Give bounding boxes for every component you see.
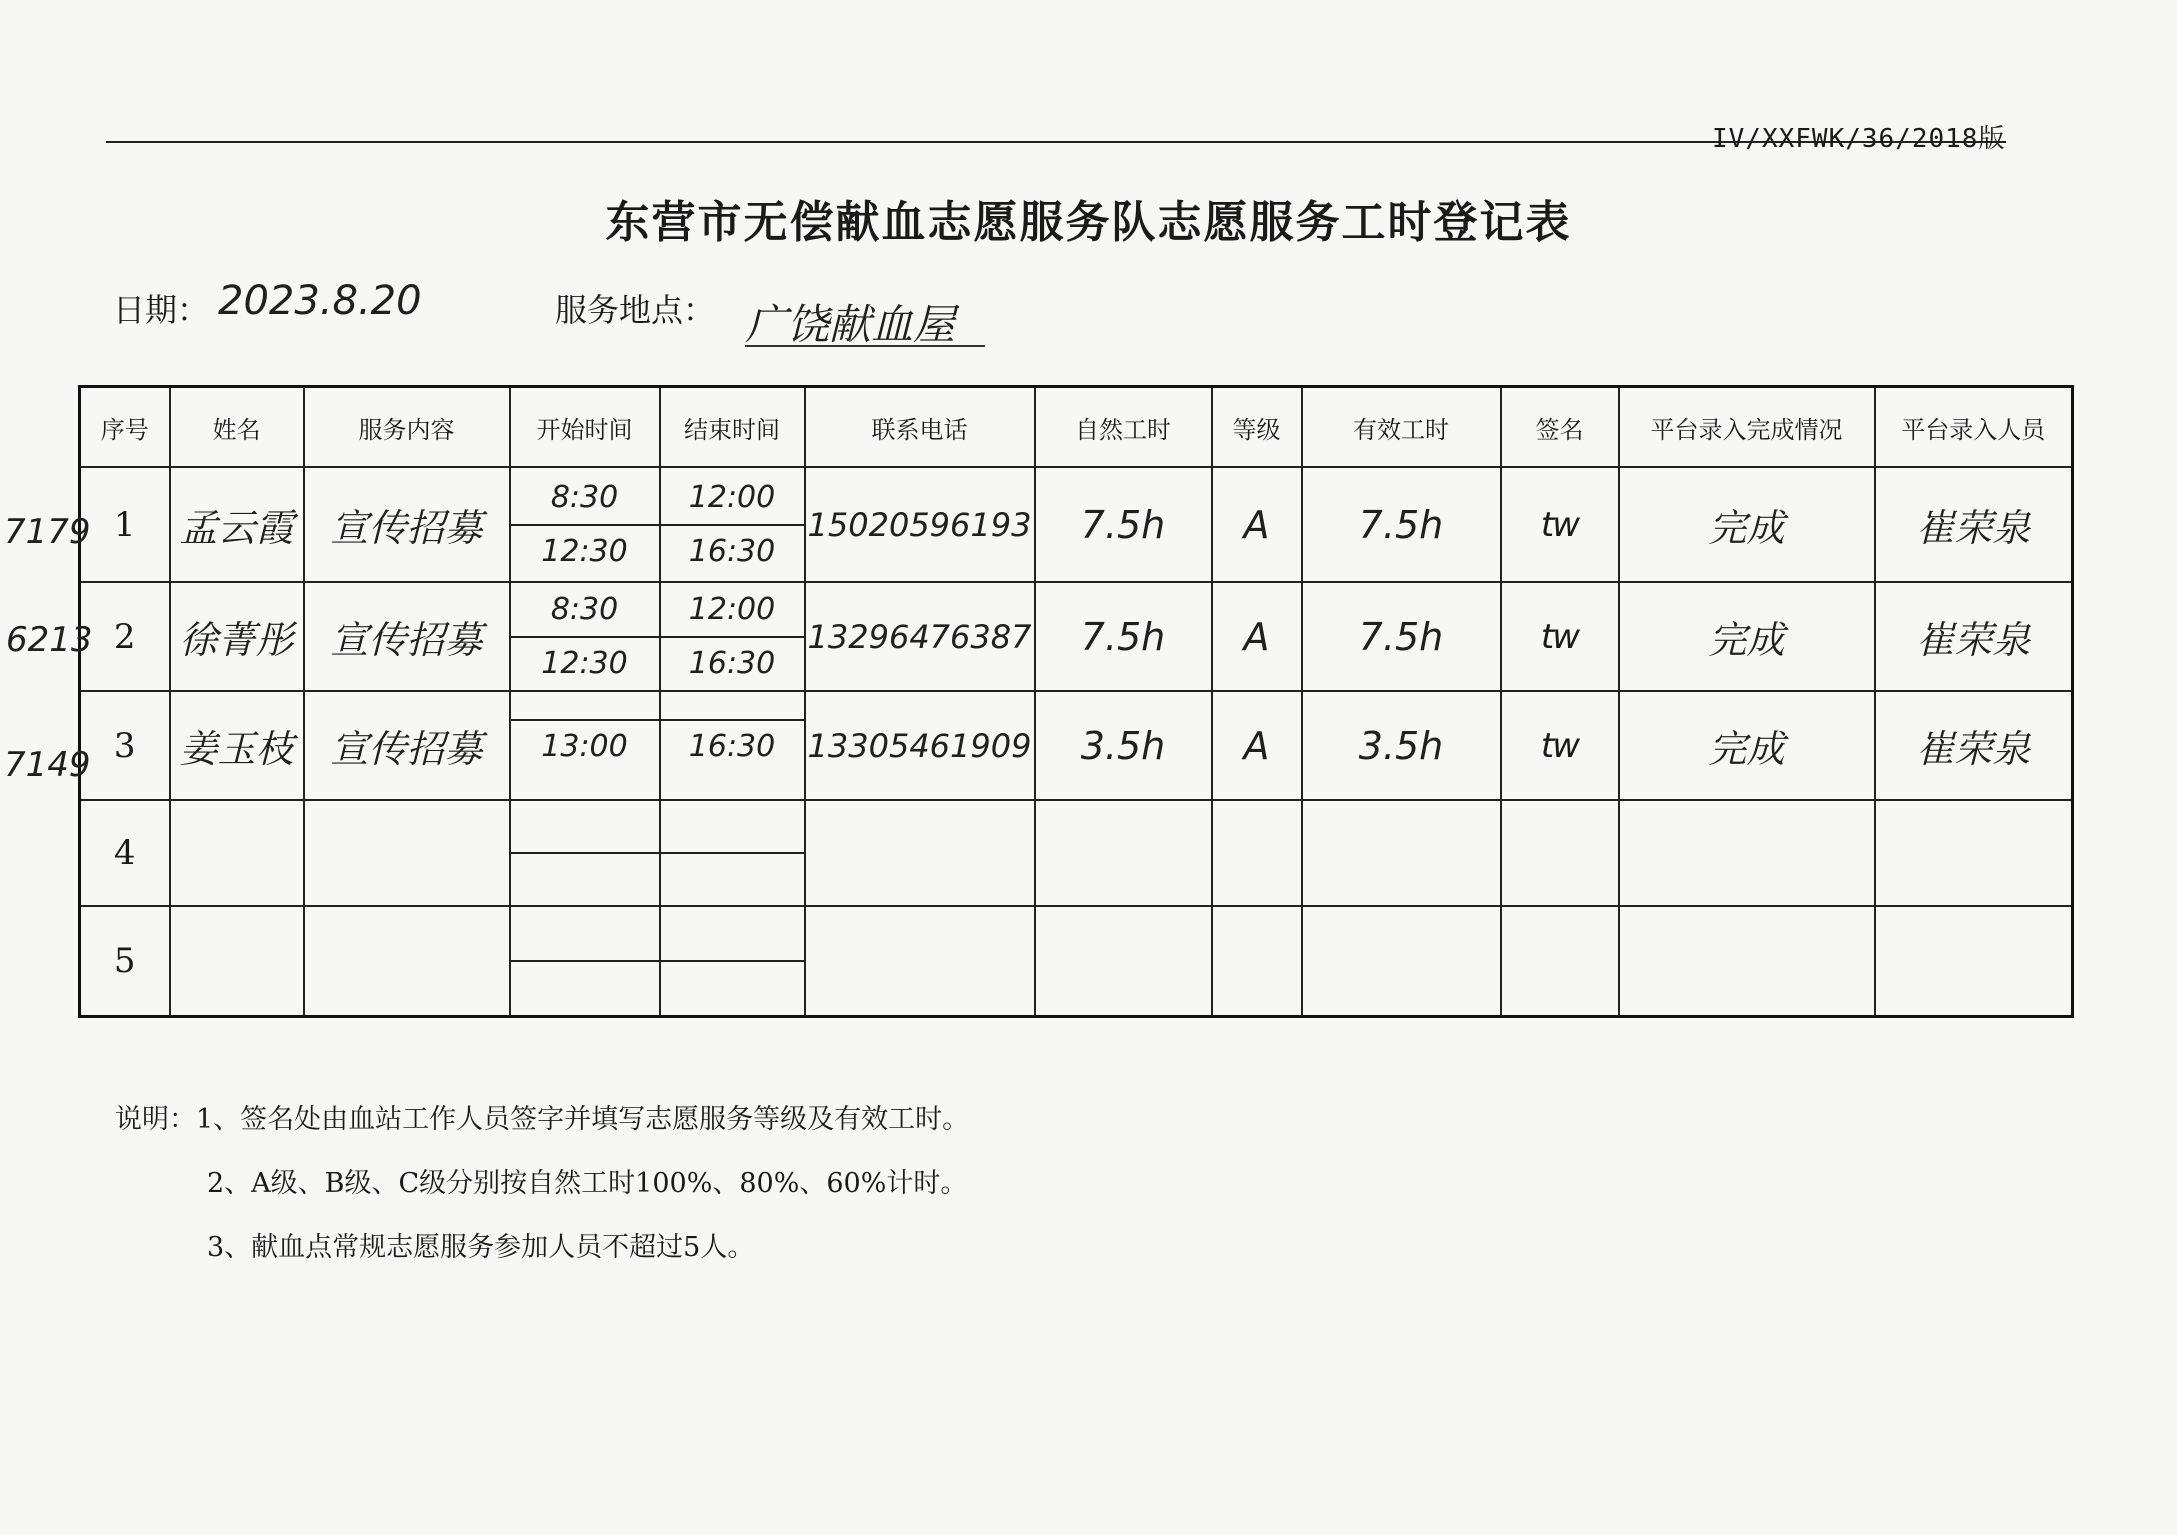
row-natural-hours [1035, 906, 1212, 1016]
row-phone: 15020596193 [805, 467, 1035, 582]
note-1: 说明：1、签名处由血站工作人员签字并填写志愿服务等级及有效工时。 [115, 1104, 970, 1135]
row-signature: tw [1501, 691, 1619, 800]
table-row [80, 906, 2073, 1016]
start-afternoon: 12:30 [541, 533, 628, 569]
margin-note: 7149 [4, 745, 91, 785]
row-entry-status: 完成 [1619, 467, 1875, 582]
row-entry-status: 完成 [1619, 582, 1875, 691]
row-entry-staff: 崔荣泉 [1875, 691, 2073, 800]
table-row [80, 800, 2073, 906]
row-end [660, 467, 805, 582]
place-underline [745, 345, 985, 347]
row-start [510, 800, 660, 906]
row-index: 4 [80, 800, 170, 906]
row-effective-hours: 3.5h [1302, 691, 1501, 800]
row-end [660, 582, 805, 691]
document-title: 东营市无偿献血志愿服务队志愿服务工时登记表 [605, 197, 1572, 248]
header-name: 姓名 [170, 387, 304, 468]
place-value: 广饶献血屋 [745, 300, 956, 349]
row-phone [805, 800, 1035, 906]
header-phone: 联系电话 [805, 387, 1035, 468]
row-content: 宣传招募 [304, 691, 510, 800]
row-index: 3 [80, 691, 170, 800]
row-index: 5 [80, 906, 170, 1016]
row-end [660, 906, 805, 1016]
row-natural-hours: 3.5h [1035, 691, 1212, 800]
table-row [80, 691, 2073, 800]
row-content: 宣传招募 [304, 582, 510, 691]
row-level [1212, 906, 1302, 1016]
row-content [304, 906, 510, 1016]
row-phone: 13305461909 [805, 691, 1035, 800]
row-phone: 13296476387 [805, 582, 1035, 691]
row-effective-hours: 7.5h [1302, 467, 1501, 582]
table-row [80, 582, 2073, 691]
row-name: 姜玉枝 [170, 691, 304, 800]
end-afternoon: 16:30 [688, 533, 776, 569]
row-entry-staff: 崔荣泉 [1875, 582, 2073, 691]
note-2: 2、A级、B级、C级分别按自然工时100%、80%、60%计时。 [207, 1168, 968, 1199]
row-end [660, 691, 805, 800]
header-natural-hours: 自然工时 [1035, 387, 1212, 468]
row-level: A [1212, 582, 1302, 691]
date-value: 2023.8.20 [218, 278, 422, 324]
row-signature [1501, 906, 1619, 1016]
row-level [1212, 800, 1302, 906]
note-3: 3、献血点常规志愿服务参加人员不超过5人。 [207, 1232, 755, 1263]
row-entry-staff [1875, 800, 2073, 906]
row-content: 宣传招募 [304, 467, 510, 582]
place-label: 服务地点： [555, 291, 716, 329]
row-signature [1501, 800, 1619, 906]
header-level: 等级 [1212, 387, 1302, 468]
notes [115, 1088, 969, 1280]
header-content: 服务内容 [304, 387, 510, 468]
row-level: A [1212, 691, 1302, 800]
end-morning: 12:00 [661, 472, 804, 526]
row-level: A [1212, 467, 1302, 582]
row-index: 1 [80, 467, 170, 582]
header-signature: 签名 [1501, 387, 1619, 468]
margin-note: 7179 [4, 512, 91, 552]
margin-note: 6213 [6, 620, 93, 660]
row-name: 徐菁彤 [170, 582, 304, 691]
registration-table [78, 385, 2074, 1018]
row-entry-status: 完成 [1619, 691, 1875, 800]
row-entry-status [1619, 906, 1875, 1016]
row-start [510, 906, 660, 1016]
start-morning: 8:30 [511, 472, 659, 526]
row-phone [805, 906, 1035, 1016]
start-morning: 8:30 [511, 584, 659, 638]
header-start-time: 开始时间 [510, 387, 660, 468]
end-afternoon: 16:30 [688, 645, 776, 681]
end-morning [661, 852, 804, 854]
row-signature: tw [1501, 582, 1619, 691]
row-start [510, 582, 660, 691]
header-entry-status: 平台录入完成情况 [1619, 387, 1875, 468]
row-name: 孟云霞 [170, 467, 304, 582]
end-afternoon: 16:30 [688, 728, 776, 764]
start-morning [511, 852, 659, 854]
start-afternoon: 12:30 [541, 645, 628, 681]
row-signature: tw [1501, 467, 1619, 582]
row-content [304, 800, 510, 906]
row-end [660, 800, 805, 906]
end-morning [661, 960, 804, 962]
row-index: 2 [80, 582, 170, 691]
row-natural-hours [1035, 800, 1212, 906]
start-afternoon: 13:00 [541, 728, 628, 764]
header-effective-hours: 有效工时 [1302, 387, 1501, 468]
end-morning: 12:00 [661, 584, 804, 638]
table-row [80, 467, 2073, 582]
header-entry-staff: 平台录入人员 [1875, 387, 2073, 468]
header-row [80, 387, 2073, 468]
row-name [170, 800, 304, 906]
row-start [510, 691, 660, 800]
row-effective-hours [1302, 906, 1501, 1016]
header-index: 序号 [80, 387, 170, 468]
header-end-time: 结束时间 [660, 387, 805, 468]
date-label: 日期： [113, 291, 210, 329]
row-effective-hours: 7.5h [1302, 582, 1501, 691]
form-code: IV/XXFWK/36/2018版 [1712, 124, 2006, 154]
row-effective-hours [1302, 800, 1501, 906]
row-start [510, 467, 660, 582]
row-name [170, 906, 304, 1016]
row-natural-hours: 7.5h [1035, 467, 1212, 582]
row-entry-staff: 崔荣泉 [1875, 467, 2073, 582]
row-entry-staff [1875, 906, 2073, 1016]
row-natural-hours: 7.5h [1035, 582, 1212, 691]
row-entry-status [1619, 800, 1875, 906]
start-morning [511, 960, 659, 962]
